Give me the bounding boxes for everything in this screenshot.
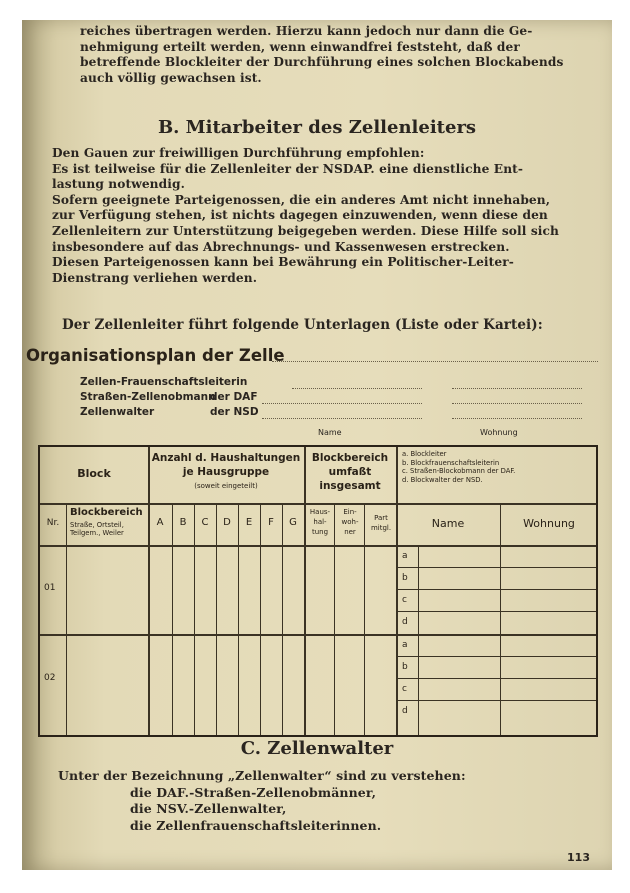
text-line: lastung notwendig. <box>52 177 185 192</box>
table-rule <box>396 678 596 679</box>
col-letter: F <box>268 517 274 528</box>
org-plan-title: Organisationsplan der Zelle <box>26 346 285 365</box>
table-rule <box>260 503 261 735</box>
text-line: nehmigung erteilt werden, wenn einwandfrei feststeht, daß der <box>80 39 520 54</box>
text-line: auch völlig gewachsen ist. <box>80 70 262 85</box>
table-rule <box>396 447 398 735</box>
table-rule <box>148 447 150 735</box>
text-line: Dienstrang verliehen werden. <box>52 270 258 285</box>
col-nr: Nr. <box>46 518 60 528</box>
legend-item: a. Blockleiter <box>402 450 447 458</box>
header-anzahl: Anzahl d. Haushaltungen <box>151 452 301 464</box>
header-bereich-3: insgesamt <box>319 480 381 492</box>
legend-item: d. Blockwalter der NSD. <box>402 475 483 484</box>
col-letter: C <box>201 517 209 528</box>
role-frauenschaft: Zellen-Frauenschaftsleiterin <box>80 376 248 388</box>
table-rule <box>40 634 596 636</box>
table-rule <box>396 611 596 612</box>
col-wohnung: Wohnung <box>523 517 575 530</box>
dotted-line <box>272 361 598 362</box>
col-parteimitglieder: Part mitgl. <box>370 514 392 532</box>
text-line: Zellenleitern zur Unterstützung beigegeben werden. Diese Hilfe soll sich <box>52 223 559 238</box>
role-suffix-nsd: der NSD <box>210 406 259 418</box>
col-letter: A <box>156 517 164 528</box>
dotted-line <box>452 403 582 404</box>
table-rule <box>396 656 596 657</box>
table-rule <box>66 503 67 735</box>
dotted-line <box>452 388 582 389</box>
table-rule <box>282 503 283 735</box>
col-blockbereich-sub: Straße, Ortsteil, Teilgem., Weiler <box>70 521 124 537</box>
sub-row-label: c <box>402 684 407 694</box>
col-name: Name <box>431 517 465 530</box>
dotted-line <box>292 388 422 389</box>
text-line: Diesen Parteigenossen kann bei Bewährung ein Politischer-Leiter- <box>52 255 514 270</box>
table-rule <box>396 589 596 590</box>
dotted-line <box>452 418 582 419</box>
row-number: 01 <box>44 583 56 593</box>
role-suffix-daf: der DAF <box>210 391 258 403</box>
role-zellenwalter: Zellenwalter <box>80 406 155 418</box>
col-letter: B <box>179 517 187 528</box>
table-rule <box>172 503 173 735</box>
col-einwohner: Ein-woh-ner <box>341 508 359 536</box>
section-c-title: C. Zellenwalter <box>240 738 394 759</box>
block-table <box>38 445 598 737</box>
table-rule <box>238 503 239 735</box>
table-rule <box>364 503 365 735</box>
header-block: Block <box>77 467 111 480</box>
dotted-line <box>262 403 422 404</box>
legend-item: c. Straßen-Blockobmann der DAF. <box>402 467 516 476</box>
text-line: die NSV.-Zellenwalter, <box>130 801 287 816</box>
section-b-body <box>52 146 598 286</box>
text-line: insbesondere auf das Abrechnungs- und Kassenwesen erstrecken. <box>52 239 510 254</box>
sub-row-label: d <box>402 706 408 716</box>
top-paragraph <box>80 24 598 86</box>
legend <box>402 450 515 484</box>
table-rule <box>334 503 335 735</box>
text-line: reiches übertragen werden. Hierzu kann jedoch nur dann die Ge- <box>80 24 533 38</box>
text-line: die DAF.-Straßen-Zellenobmänner, <box>130 784 377 800</box>
wohnung-label: Wohnung <box>480 428 518 437</box>
text-line: zur Verfügung stehen, ist nichts dagegen einzuwenden, wenn diese den <box>52 208 548 223</box>
section-c-body <box>58 768 598 834</box>
table-rule <box>194 503 195 735</box>
name-label: Name <box>318 428 342 437</box>
row-number: 02 <box>44 673 56 683</box>
text-line: die Zellenfrauenschaftsleiterinnen. <box>130 817 382 833</box>
text-line: Sofern geeignete Parteigenossen, die ein anderes Amt nicht innehaben, <box>52 192 551 207</box>
col-blockbereich: Blockbereich <box>70 507 143 518</box>
sub-row-label: c <box>402 595 407 605</box>
table-rule <box>396 567 596 568</box>
text-line: Unter der Bezeichnung „Zellenwalter“ sind zu verstehen: <box>58 768 466 783</box>
table-rule <box>216 503 217 735</box>
col-letter: D <box>223 517 231 528</box>
sub-row-label: b <box>402 573 408 583</box>
sub-row-label: d <box>402 617 408 627</box>
header-bereich: Blockbereich <box>311 452 389 464</box>
book-page <box>22 20 612 870</box>
dotted-line <box>262 418 422 419</box>
sub-row-label: a <box>402 640 408 650</box>
table-rule <box>500 503 501 735</box>
table-rule <box>396 700 596 701</box>
role-strassenzellenobmann: Straßen-Zellenobmann <box>80 391 216 403</box>
col-letter: E <box>245 517 253 528</box>
sub-row-label: b <box>402 662 408 672</box>
col-letter: G <box>289 517 297 528</box>
text-line: betreffende Blockleiter der Durchführung eines solchen Blockabends <box>80 55 564 70</box>
table-rule <box>418 545 419 735</box>
section-b-title: B. Mitarbeiter des Zellenleiters <box>157 117 477 138</box>
header-anzahl-3: (soweit eingeteilt) <box>194 482 258 490</box>
table-rule <box>40 503 596 505</box>
header-anzahl-2: je Hausgruppe <box>182 466 270 478</box>
text-line: Den Gauen zur freiwilligen Durchführung empfohlen: <box>52 146 425 160</box>
header-bereich-2: umfaßt <box>328 466 372 478</box>
text-line: Es ist teilweise für die Zellenleiter der NSDAP. eine dienstliche Ent- <box>52 161 524 176</box>
records-line: Der Zellenleiter führt folgende Unterlagen (Liste oder Kartei): <box>62 317 543 333</box>
table-rule <box>40 545 596 547</box>
col-haushaltung: Haus-hal-tung <box>309 508 331 536</box>
page-number: 113 <box>567 851 590 864</box>
legend-item: b. Blockfrauenschaftsleiterin <box>402 458 500 467</box>
sub-row-label: a <box>402 551 408 561</box>
